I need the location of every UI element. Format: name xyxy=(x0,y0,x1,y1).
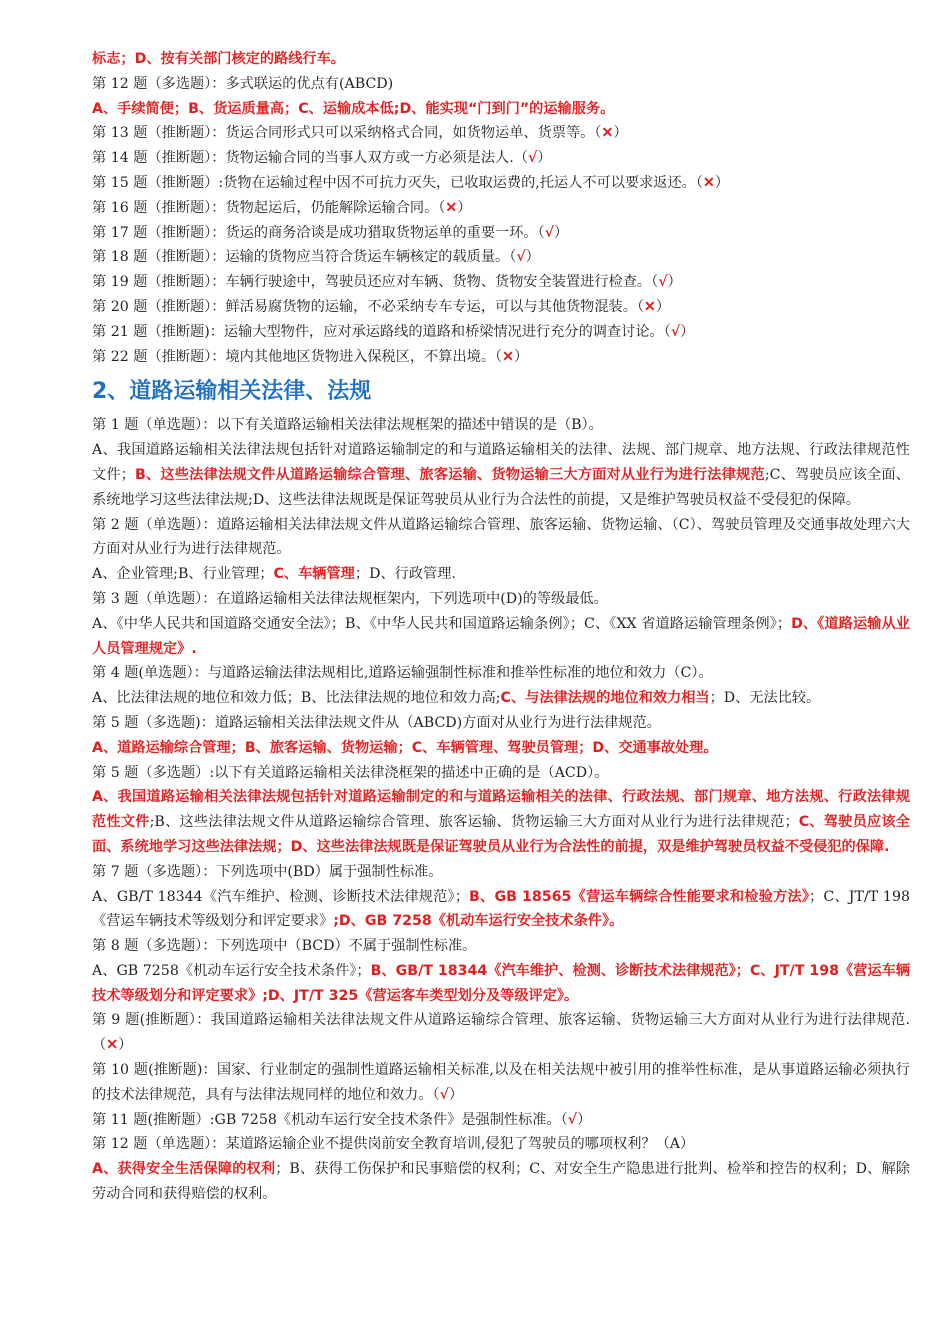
question-line xyxy=(92,171,910,196)
question-line xyxy=(92,736,910,761)
check-mark-icon: √ xyxy=(544,224,555,241)
line-text: A、GB/T 18344《汽车维护、检测、诊断技术法律规范》； xyxy=(92,888,470,905)
question-line xyxy=(92,196,910,221)
line-text: ） xyxy=(457,199,472,216)
line-text: ） xyxy=(655,298,671,315)
check-mark-icon: √ xyxy=(527,150,538,167)
line-text: ;C、驾驶员应该全面、系统地学习这些法律法规;D、这些法律法规既是保证驾驶员从业行为合法性的前提，又是维护驾驶员权益不受侵犯的保障。 xyxy=(92,466,910,508)
line-text: ；D、行政管理. xyxy=(354,566,456,583)
line-text: 第 16 题（推断题）：货物起运后，仍能解除运输合同。（ xyxy=(92,199,446,216)
line-text: A、比法律法规的地位和效力低；B、比法律法规的地位和效力高; xyxy=(92,690,501,707)
question-line xyxy=(92,959,910,1009)
line-text: ） xyxy=(667,274,682,291)
question-line xyxy=(92,345,910,370)
line-text: A、企业管理;B、行业管理； xyxy=(92,566,274,583)
line-text: ） xyxy=(118,1037,133,1054)
answer-highlight: B、这些法律法规文件从道路运输综合管理、旅客运输、货物运输三大方面对从业行为进行法律规范 xyxy=(134,466,765,483)
line-text: ） xyxy=(680,323,695,340)
question-line xyxy=(92,1058,910,1108)
line-text: 第 13 题（推断题）：货运合同形式只可以采纳格式合同，如货物运单、货票等。（ xyxy=(92,125,602,142)
answer-highlight: C、驾驶员应该全面、系统地学习这些法律法规；D、这些法律法规既是保证驾驶员从业行为合法性的前提，双是维护驾驶员权益不受侵犯的保障. xyxy=(92,814,910,855)
line-text: 第 14 题（推断题）：货物运输合同的当事人双方或一方必须是法人.（ xyxy=(92,150,528,167)
cross-mark-icon: ✕ xyxy=(445,199,458,216)
answer-highlight: ;D、GB 7258《机动车运行安全技术条件》。 xyxy=(333,913,624,930)
question-line xyxy=(92,885,910,935)
question-line xyxy=(92,711,910,736)
question-line xyxy=(92,245,910,270)
line-text: 第 10 题(推断题)：国家、行业制定的强制性道路运输相关标准,以及在相关法规中被引用的推举性标准，是从事道路运输必须执行的技术法律规范，具有与法律法规同样的地位和效力。（ xyxy=(92,1062,910,1103)
line-text: ；C、JT/T 198《营运车辆技术等级划分和评定要求》 xyxy=(92,888,910,930)
line-text: 第 11 题(推断题）:GB 7258《机动车运行安全技术条件》是强制性标准。（ xyxy=(92,1111,568,1128)
question-line xyxy=(92,270,910,295)
answer-highlight: A、道路运输综合管理；B、旅客运输、货物运输；C、车辆管理、驾驶员管理；D、交通事故处理。 xyxy=(92,739,718,756)
line-text: 第 9 题(推断题）：我国道路运输相关法律法规文件从道路运输综合管理、旅客运输、货物运输三大方面对从业行为进行法律规范.（ xyxy=(92,1012,910,1054)
line-text: ；D、无法比较。 xyxy=(709,690,821,707)
cross-mark-icon: ✕ xyxy=(702,174,715,191)
line-text: ） xyxy=(613,125,628,142)
line-text: 第 2 题（单选题）：道路运输相关法律法规文件从道路运输综合管理、旅客运输、货物运输、（C）、驾驶员管理及交通事故处理六大方面对从业行为进行法律规范。 xyxy=(92,516,910,558)
question-line xyxy=(92,686,910,711)
line-text: 第 22 题（推断题）：境内其他地区货物进入保税区，不算出境。（ xyxy=(92,348,503,365)
line-text: 第 1 题（单选题）：以下有关道路运输相关法律法规框架的描述中错误的是（B）。 xyxy=(92,417,603,434)
question-line xyxy=(92,562,910,587)
cross-mark-icon: ✕ xyxy=(106,1037,119,1054)
answer-highlight: 标志；D、按有关部门核定的路线行车。 xyxy=(92,51,345,67)
question-line xyxy=(92,934,910,959)
question-line xyxy=(92,1108,910,1133)
question-line xyxy=(92,295,910,320)
line-text: ；B、获得工伤保护和民事赔偿的权利；C、对安全生产隐患进行批判、检举和控告的权利；D、解除劳动合同和获得赔偿的权利。 xyxy=(92,1161,910,1203)
question-line xyxy=(92,1157,910,1207)
line-text: ;B、这些法律法规文件从道路运输综合管理、旅客运输、货物运输三大方面对从业行为进行法律规范； xyxy=(149,814,799,831)
answer-highlight: A、我国道路运输相关法律法规包括针对道路运输制定的和与道路运输相关的法律、行政法规、部门规章、地方法规、行政法律规范性文件 xyxy=(92,789,910,831)
question-line xyxy=(92,146,910,171)
question-line xyxy=(92,413,910,438)
line-text: ） xyxy=(714,174,730,191)
question-line xyxy=(92,860,910,885)
question-line xyxy=(92,320,910,345)
line-text: 第 8 题（多选题）：下列选项中（BCD）不属于强制性标准。 xyxy=(92,938,477,955)
answer-highlight: A、手续简便；B、货运质量高；C、运输成本低;D、能实现“门到门”的运输服务。 xyxy=(92,100,615,117)
line-text: 第 5 题（多选题)：道路运输相关法律法规文件从（ABCD)方面对从业行为进行法律规范。 xyxy=(92,714,661,731)
check-mark-icon: √ xyxy=(516,249,526,266)
line-text: ） xyxy=(537,150,552,167)
question-line xyxy=(92,1008,910,1058)
check-mark-icon: √ xyxy=(658,274,668,291)
question-line xyxy=(92,1132,910,1157)
question-line xyxy=(92,221,910,246)
question-line xyxy=(92,587,910,612)
line-text: 第 19 题（推断题）：车辆行驶途中，驾驶员还应对车辆、货物、货物安全装置进行检查。（ xyxy=(92,274,659,291)
question-line xyxy=(92,785,910,859)
answer-highlight: B、GB/T 18344《汽车维护、检测、诊断技术法律规范》；C、JT/T 198《营运车辆技术等级划分和评定要求》;D、JT/T 325《营运客车类型划分及等级评定》。 xyxy=(92,962,910,1004)
answer-highlight: B、GB 18565《营运车辆综合性能要求和检验方法》 xyxy=(469,888,810,905)
line-text: ） xyxy=(577,1111,592,1128)
cross-mark-icon: ✕ xyxy=(502,348,515,365)
section-heading: 2、道路运输相关法律、法规 xyxy=(92,379,372,405)
line-text: 第 18 题（推断题）：运输的货物应当符合货运车辆核定的载质量。（ xyxy=(92,249,517,266)
check-mark-icon: √ xyxy=(670,323,681,340)
answer-highlight: C、与法律法规的地位和效力相当 xyxy=(500,690,710,707)
question-line xyxy=(92,47,910,72)
line-text: 第 4 题(单选题）：与道路运输法律法规相比,道路运输强制性标准和推举性标准的地位和效力（C）。 xyxy=(92,665,713,682)
line-text: ） xyxy=(554,224,569,241)
line-text: A、《中华人民共和国道路交通安全法》；B、《中华人民共和国道路运输条例》；C、《XX 省道路运输管理条例》； xyxy=(92,615,792,632)
line-text: A、我国道路运输相关法律法规包括针对道路运输制定的和与道路运输相关的法律、法规、部门规章、地方法规、行政法律规范性文件； xyxy=(92,442,910,483)
line-text: 第 7 题（多选题）：下列选项中(BD）属于强制性标准。 xyxy=(92,863,443,880)
line-text: 第 20 题（推断题）：鲜活易腐货物的运输，不必采纳专车专运，可以与其他货物混装。（ xyxy=(92,298,645,315)
question-line xyxy=(92,72,910,97)
question-line xyxy=(92,438,910,512)
question-line xyxy=(92,661,910,686)
line-text: 第 17 题（推断题）：货运的商务洽谈是成功猎取货物运单的重要一环。（ xyxy=(92,224,545,241)
line-text: 第 5 题（多选题）:以下有关道路运输相关法律浇框架的描述中正确的是（ACD）。 xyxy=(92,764,609,781)
question-line xyxy=(92,612,910,662)
question-line xyxy=(92,513,910,563)
answer-highlight: C、车辆管理 xyxy=(273,566,355,583)
line-text: A、GB 7258《机动车运行安全技术条件》； xyxy=(92,962,371,979)
question-line xyxy=(92,761,910,786)
answer-highlight: D、《道路运输从业人员管理规定》. xyxy=(92,615,910,657)
question-line xyxy=(92,97,910,122)
answer-highlight: A、获得安全生活保障的权利 xyxy=(92,1161,276,1178)
check-mark-icon: √ xyxy=(439,1086,449,1103)
question-line xyxy=(92,121,910,146)
line-text: 第 21 题（推断题)：运输大型物件，应对承运路线的道路和桥梁情况进行充分的调查讨论。（ xyxy=(92,323,671,340)
line-text: 第 12 题（多选题）：多式联运的优点有(ABCD) xyxy=(92,75,394,92)
line-text: ） xyxy=(514,348,529,365)
cross-mark-icon: ✕ xyxy=(644,298,656,315)
check-mark-icon: √ xyxy=(567,1111,578,1128)
cross-mark-icon: ✕ xyxy=(601,125,614,142)
line-text: ） xyxy=(448,1086,464,1103)
line-text: ） xyxy=(525,249,540,266)
line-text: 第 12 题（单选题）：某道路运输企业不提供岗前安全教育培训,侵犯了驾驶员的哪项权利？（A） xyxy=(92,1136,695,1153)
line-text: 第 15 题（推断题）:货物在运输过程中因不可抗力灭失，已收取运费的,托运人不可以要求返还。（ xyxy=(92,174,703,191)
line-text: 第 3 题（单选题）：在道路运输相关法律法规框架内，下列选项中(D)的等级最低。 xyxy=(92,590,608,607)
